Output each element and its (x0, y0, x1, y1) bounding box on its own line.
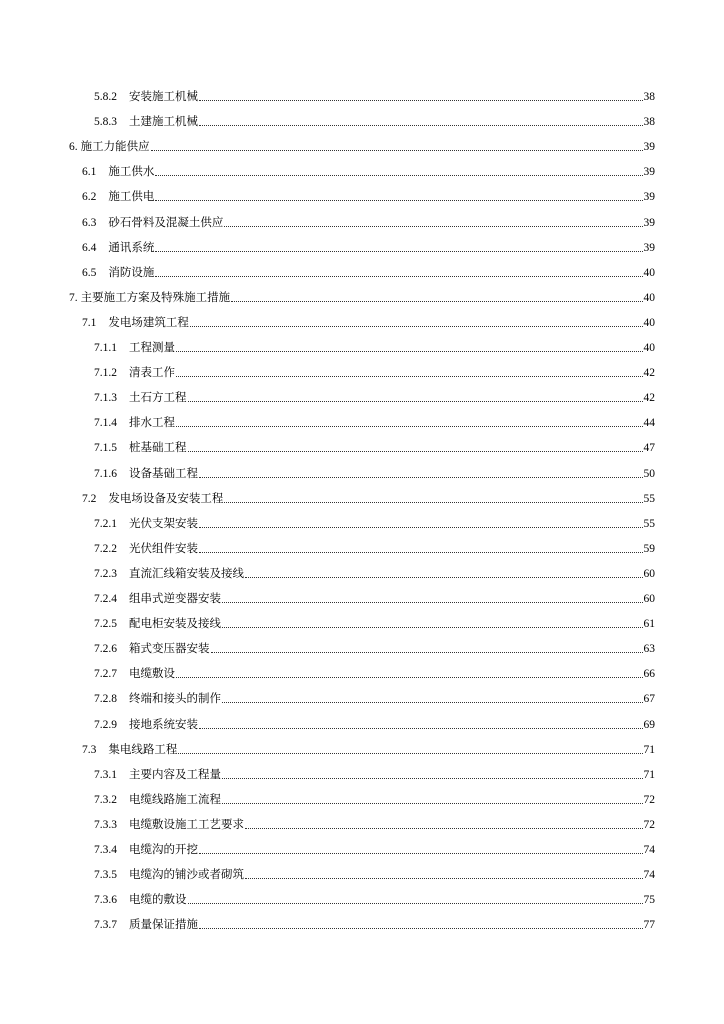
toc-entry-page-number: 39 (643, 166, 655, 179)
toc-dot-leader (178, 753, 642, 754)
toc-dot-leader (222, 803, 643, 804)
toc-dot-leader (211, 652, 643, 653)
toc-entry-number: 6.5 (82, 266, 97, 279)
toc-entry-title: 组串式逆变器安装 (129, 593, 221, 605)
toc-entry-number: 7.1.1 (94, 342, 117, 354)
toc-entry-title: 电缆线路施工流程 (129, 793, 221, 806)
toc-entry-title: 安装施工机械 (129, 91, 198, 103)
toc-entry-page-number: 38 (643, 116, 655, 129)
toc-dot-leader (155, 276, 642, 277)
toc-dot-leader (199, 552, 643, 553)
toc-dot-leader (155, 251, 642, 252)
toc-entry-title: 施工力能供应 (80, 141, 150, 154)
toc-entry-number: 7.3.5 (94, 869, 117, 882)
toc-dot-leader (224, 226, 642, 227)
toc-entry-title: 施工供电 (108, 191, 155, 204)
toc-entry-title: 终端和接头的制作 (129, 693, 221, 706)
toc-entry-title: 质量保证措施 (129, 919, 198, 932)
toc-entry-page-number: 63 (643, 643, 655, 656)
toc-entry-number: 7.1.3 (94, 392, 117, 405)
toc-entry-title: 电缆沟的铺沙或者砌筑 (129, 869, 244, 882)
toc-dot-leader (188, 451, 643, 452)
toc-entry[interactable] (94, 787, 655, 807)
toc-entry[interactable] (94, 661, 655, 681)
toc-entry[interactable] (94, 762, 655, 782)
toc-dot-leader (245, 577, 643, 578)
toc-entry-page-number: 40 (643, 266, 655, 279)
toc-entry[interactable] (94, 636, 655, 656)
toc-entry-number: 7.3.7 (94, 919, 117, 932)
toc-entry-number: 5.8.3 (94, 116, 117, 129)
toc-entry-page-number: 38 (643, 91, 655, 103)
toc-entry-page-number: 72 (643, 793, 655, 806)
toc-entry[interactable] (94, 686, 655, 706)
toc-entry-number: 6.1 (82, 166, 97, 179)
toc-entry-title: 接地系统安装 (129, 718, 198, 731)
toc-entry-title: 施工供水 (108, 166, 155, 179)
toc-entry-page-number: 39 (643, 241, 655, 254)
toc-entry-page-number: 40 (643, 291, 655, 304)
toc-entry[interactable] (94, 887, 655, 907)
toc-entry-number: 7.2.5 (94, 618, 117, 631)
toc-entry-number: 6.4 (82, 241, 97, 254)
toc-entry-number: 7.2.4 (94, 593, 117, 605)
toc-entry-title: 工程测量 (129, 342, 175, 354)
toc-entry-page-number: 66 (643, 668, 655, 681)
toc-entry[interactable] (82, 260, 655, 280)
toc-entry-page-number: 55 (643, 517, 655, 530)
toc-entry[interactable] (94, 511, 655, 531)
toc-dot-leader (155, 200, 642, 201)
toc-entry-title: 发电场设备及安装工程 (108, 492, 224, 505)
toc-entry[interactable] (82, 184, 655, 204)
toc-entry[interactable] (94, 109, 655, 129)
toc-entry[interactable] (94, 561, 655, 581)
toc-entry-page-number: 50 (643, 467, 655, 480)
toc-dot-leader (222, 702, 643, 703)
toc-entry-number: 7.2.9 (94, 718, 117, 731)
toc-entry[interactable] (94, 360, 655, 380)
toc-entry-page-number: 74 (643, 844, 655, 856)
toc-entry[interactable] (94, 536, 655, 556)
toc-entry-title: 集电线路工程 (108, 743, 178, 756)
toc-entry[interactable] (82, 235, 655, 255)
toc-entry-title: 消防设施 (108, 266, 155, 279)
toc-entry-page-number: 71 (643, 743, 655, 756)
toc-dot-leader (222, 627, 643, 628)
toc-entry-title: 主要施工方案及特殊施工措施 (80, 291, 231, 304)
toc-entry-page-number: 72 (643, 818, 655, 831)
toc-dot-leader (176, 426, 643, 427)
toc-entry[interactable] (94, 912, 655, 932)
toc-entry[interactable] (94, 84, 655, 104)
toc-entry-title: 排水工程 (129, 417, 175, 430)
toc-dot-leader (222, 602, 643, 603)
toc-entry-page-number: 59 (643, 542, 655, 555)
toc-entry-page-number: 55 (643, 492, 655, 505)
toc-dot-leader (245, 878, 643, 879)
toc-entry-number: 7.3.1 (94, 768, 117, 781)
toc-entry-page-number: 71 (643, 768, 655, 781)
toc-entry[interactable] (94, 385, 655, 405)
toc-entry-page-number: 60 (643, 593, 655, 605)
toc-dot-leader (222, 778, 643, 779)
toc-entry-number: 7.1.6 (94, 467, 117, 480)
toc-entry-page-number: 42 (643, 392, 655, 405)
toc-entry-title: 箱式变压器安装 (129, 643, 210, 656)
toc-entry[interactable] (82, 159, 655, 179)
toc-entry-page-number: 44 (643, 417, 655, 430)
toc-entry-title: 砂石骨料及混凝土供应 (108, 216, 224, 229)
toc-entry-title: 电缆沟的开挖 (129, 844, 198, 856)
toc-dot-leader (176, 351, 643, 352)
toc-entry-title: 发电场建筑工程 (108, 316, 189, 329)
toc-entry-title: 直流汇线箱安装及接线 (129, 567, 244, 580)
toc-entry[interactable] (94, 435, 655, 455)
toc-entry-number: 7.2 (82, 492, 97, 505)
toc-entry-page-number: 47 (643, 442, 655, 455)
toc-entry-page-number: 40 (643, 342, 655, 354)
toc-entry-title: 电缆的敷设 (129, 894, 187, 907)
toc-entry[interactable] (94, 461, 655, 481)
toc-entry-page-number: 60 (643, 567, 655, 580)
toc-entry-title: 土石方工程 (129, 392, 187, 405)
toc-entry-number: 6.3 (82, 216, 97, 229)
toc-entry[interactable] (94, 837, 655, 857)
toc-entry-number: 7.3 (82, 743, 97, 756)
toc-entry-number: 7.3.4 (94, 844, 117, 856)
toc-entry[interactable] (94, 812, 655, 832)
toc-entry-number: 7.2.3 (94, 567, 117, 580)
toc-entry-number: 6. (69, 141, 78, 154)
toc-dot-leader (199, 527, 643, 528)
toc-entry-title: 电缆敷设施工工艺要求 (129, 818, 244, 831)
toc-dot-leader (176, 376, 643, 377)
toc-entry[interactable] (94, 862, 655, 882)
toc-entry[interactable] (82, 210, 655, 230)
toc-dot-leader (176, 677, 643, 678)
toc-entry[interactable] (82, 310, 655, 330)
toc-entry-page-number: 39 (643, 191, 655, 204)
toc-entry-number: 7.1.5 (94, 442, 117, 455)
toc-entry-number: 7.1 (82, 316, 97, 329)
toc-entry[interactable] (82, 486, 655, 506)
toc-entry-number: 7.3.6 (94, 894, 117, 907)
toc-entry[interactable] (69, 134, 655, 154)
toc-dot-leader (188, 401, 643, 402)
toc-entry[interactable] (82, 737, 655, 757)
toc-dot-leader (199, 100, 643, 101)
toc-dot-leader (245, 828, 643, 829)
toc-entry-title: 配电柜安装及接线 (129, 618, 221, 631)
toc-dot-leader (188, 903, 643, 904)
toc-dot-leader (199, 125, 643, 126)
toc-dot-leader (155, 175, 642, 176)
toc-entry-number: 7.3.2 (94, 793, 117, 806)
toc-entry-number: 7.2.8 (94, 693, 117, 706)
toc-entry-title: 光伏支架安装 (129, 517, 198, 530)
toc-entry-page-number: 42 (643, 367, 655, 380)
toc-dot-leader (199, 477, 643, 478)
toc-entry[interactable] (94, 335, 655, 355)
toc-entry-page-number: 77 (643, 919, 655, 932)
toc-entry-page-number: 75 (643, 894, 655, 907)
toc-entry-number: 7. (69, 291, 78, 304)
toc-entry-page-number: 40 (643, 316, 655, 329)
toc-entry-title: 桩基础工程 (129, 442, 187, 455)
toc-entry-number: 7.2.2 (94, 542, 117, 555)
toc-entry-title: 设备基础工程 (129, 467, 198, 480)
toc-entry-number: 7.2.7 (94, 668, 117, 681)
toc-entry-number: 7.3.3 (94, 818, 117, 831)
toc-entry[interactable] (94, 611, 655, 631)
toc-entry-title: 通讯系统 (108, 241, 155, 254)
toc-entry-number: 7.2.1 (94, 517, 117, 530)
toc-dot-leader (151, 150, 643, 151)
toc-dot-leader (199, 928, 643, 929)
toc-entry-number: 5.8.2 (94, 91, 117, 103)
toc-entry-page-number: 61 (643, 618, 655, 631)
toc-dot-leader (224, 502, 642, 503)
toc-entry-page-number: 39 (643, 141, 655, 154)
toc-entry[interactable] (69, 285, 655, 305)
toc-entry-title: 光伏组件安装 (129, 542, 198, 555)
toc-entry-number: 6.2 (82, 191, 97, 204)
toc-dot-leader (190, 326, 643, 327)
toc-entry-title: 清表工作 (129, 367, 175, 380)
toc-entry[interactable] (94, 586, 655, 606)
toc-entry-page-number: 74 (643, 869, 655, 882)
toc-entry-page-number: 67 (643, 693, 655, 706)
toc-dot-leader (231, 301, 642, 302)
toc-entry[interactable] (94, 712, 655, 732)
toc-entry-number: 7.2.6 (94, 643, 117, 656)
toc-entry-number: 7.1.2 (94, 367, 117, 380)
toc-entry-page-number: 39 (643, 216, 655, 229)
toc-dot-leader (199, 728, 643, 729)
toc-entry-title: 电缆敷设 (129, 668, 175, 681)
toc-entry-title: 主要内容及工程量 (129, 768, 221, 781)
toc-entry[interactable] (94, 410, 655, 430)
toc-entry-number: 7.1.4 (94, 417, 117, 430)
toc-entry-title: 土建施工机械 (129, 116, 198, 129)
toc-entry-page-number: 69 (643, 718, 655, 731)
toc-dot-leader (199, 853, 643, 854)
